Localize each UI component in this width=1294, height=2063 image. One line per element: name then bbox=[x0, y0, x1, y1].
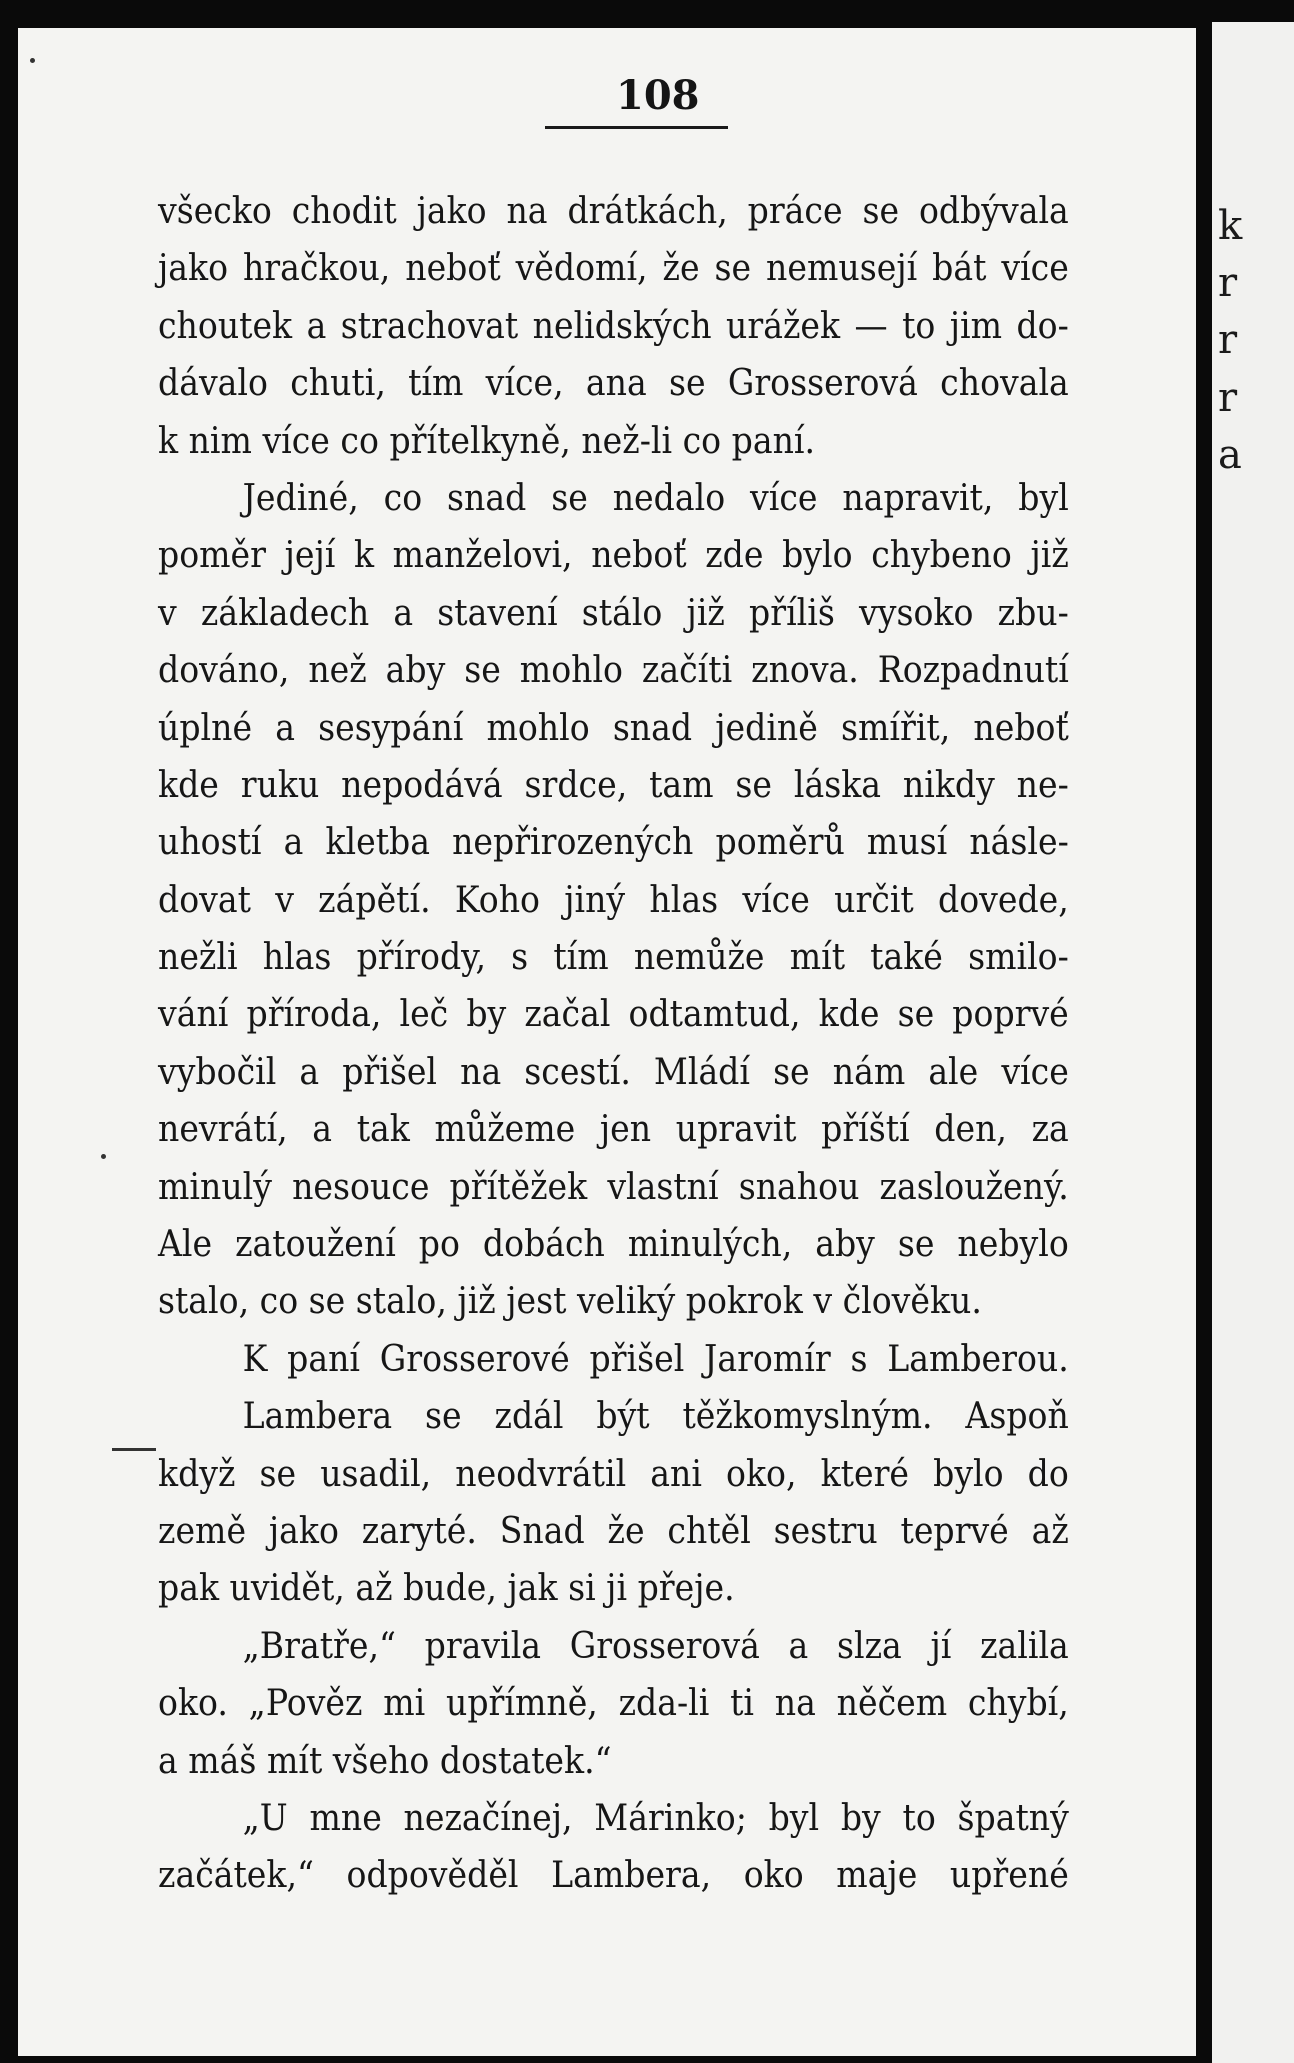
text-line: všecko chodit jako na drátkách, práce se odbývala bbox=[158, 191, 1069, 232]
text-line: země jako zaryté. Snad že chtěl sestru teprvé až bbox=[158, 1510, 1069, 1552]
text-line: oko. „Pověz mi upřímně, zda-li ti na něčem chybí, bbox=[158, 1683, 1069, 1725]
text-line: pak uvidět, až bude, jak si ji přeje. bbox=[158, 1568, 735, 1610]
text-line: „U mne nezačínej, Márinko; byl by to špatný bbox=[242, 1797, 1069, 1839]
text-line: nevrátí, a tak můžeme jen upravit příští den, za bbox=[158, 1109, 1069, 1151]
next-page-fragment: r bbox=[1218, 260, 1238, 306]
text-line: stalo, co se stalo, již jest veliký pokrok v člověku. bbox=[158, 1281, 982, 1323]
text-line: jako hračkou, neboť vědomí, že se nemusejí bát více bbox=[158, 248, 1069, 290]
scan-mark bbox=[101, 1154, 106, 1159]
text-line: vybočil a přišel na scestí. Mládí se nám ale více bbox=[158, 1051, 1069, 1093]
text-line: a máš mít všeho dostatek.“ bbox=[158, 1740, 612, 1782]
text-line: Lambera se zdál být těžkomyslným. Aspoň bbox=[242, 1396, 1069, 1438]
next-page-fragment: r bbox=[1218, 317, 1238, 363]
next-page-fragment: a bbox=[1218, 432, 1242, 478]
page-number: 108 bbox=[616, 72, 700, 119]
text-line: Ale zatoužení po dobách minulých, aby se nebylo bbox=[158, 1224, 1069, 1266]
header-rule bbox=[545, 126, 728, 129]
text-line: „Bratře,“ pravila Grosserová a slza jí zalila bbox=[242, 1625, 1069, 1667]
next-page-fragment: k bbox=[1218, 203, 1243, 249]
next-page-edge bbox=[1212, 22, 1294, 2063]
text-line: poměr její k manželovi, neboť zde bylo chybeno již bbox=[158, 535, 1069, 577]
next-page-fragment: r bbox=[1218, 375, 1238, 421]
text-line: když se usadil, neodvrátil ani oko, které bylo do bbox=[158, 1453, 1069, 1495]
text-line: uhostí a kletba nepřirozených poměrů musí násle- bbox=[158, 822, 1069, 864]
text-line: úplné a sesypání mohlo snad jedině smířit, neboť bbox=[158, 707, 1069, 749]
text-line: kde ruku nepodává srdce, tam se láska nikdy ne- bbox=[158, 764, 1069, 806]
text-line: nežli hlas přírody, s tím nemůže mít také smilo- bbox=[158, 937, 1069, 979]
text-line: v základech a stavení stálo již příliš vysoko zbu- bbox=[158, 592, 1069, 634]
text-line: dávalo chuti, tím více, ana se Grosserová chovala bbox=[158, 363, 1069, 405]
text-line: dovat v zápětí. Koho jiný hlas více určit dovede, bbox=[158, 879, 1069, 921]
scan-mark bbox=[30, 58, 35, 63]
text-line: choutek a strachovat nelidských urážek — to jim do- bbox=[158, 305, 1069, 347]
text-line: k nim více co přítelkyně, než-li co paní. bbox=[158, 420, 816, 462]
text-line: minulý nesouce přítěžek vlastní snahou zasloužený. bbox=[158, 1166, 1069, 1208]
text-line: K paní Grosserové přišel Jaromír s Lamberou. bbox=[242, 1338, 1069, 1380]
text-line: dováno, než aby se mohlo začíti znova. Rozpadnutí bbox=[158, 650, 1069, 692]
text-line: Jediné, co snad se nedalo více napravit, byl bbox=[242, 477, 1069, 519]
text-line: vání příroda, leč by začal odtamtud, kde se poprvé bbox=[158, 994, 1069, 1036]
text-line: začátek,“ odpověděl Lambera, oko maje upřené bbox=[158, 1855, 1069, 1897]
body-text bbox=[158, 183, 1069, 1905]
scan-mark bbox=[112, 1448, 156, 1451]
